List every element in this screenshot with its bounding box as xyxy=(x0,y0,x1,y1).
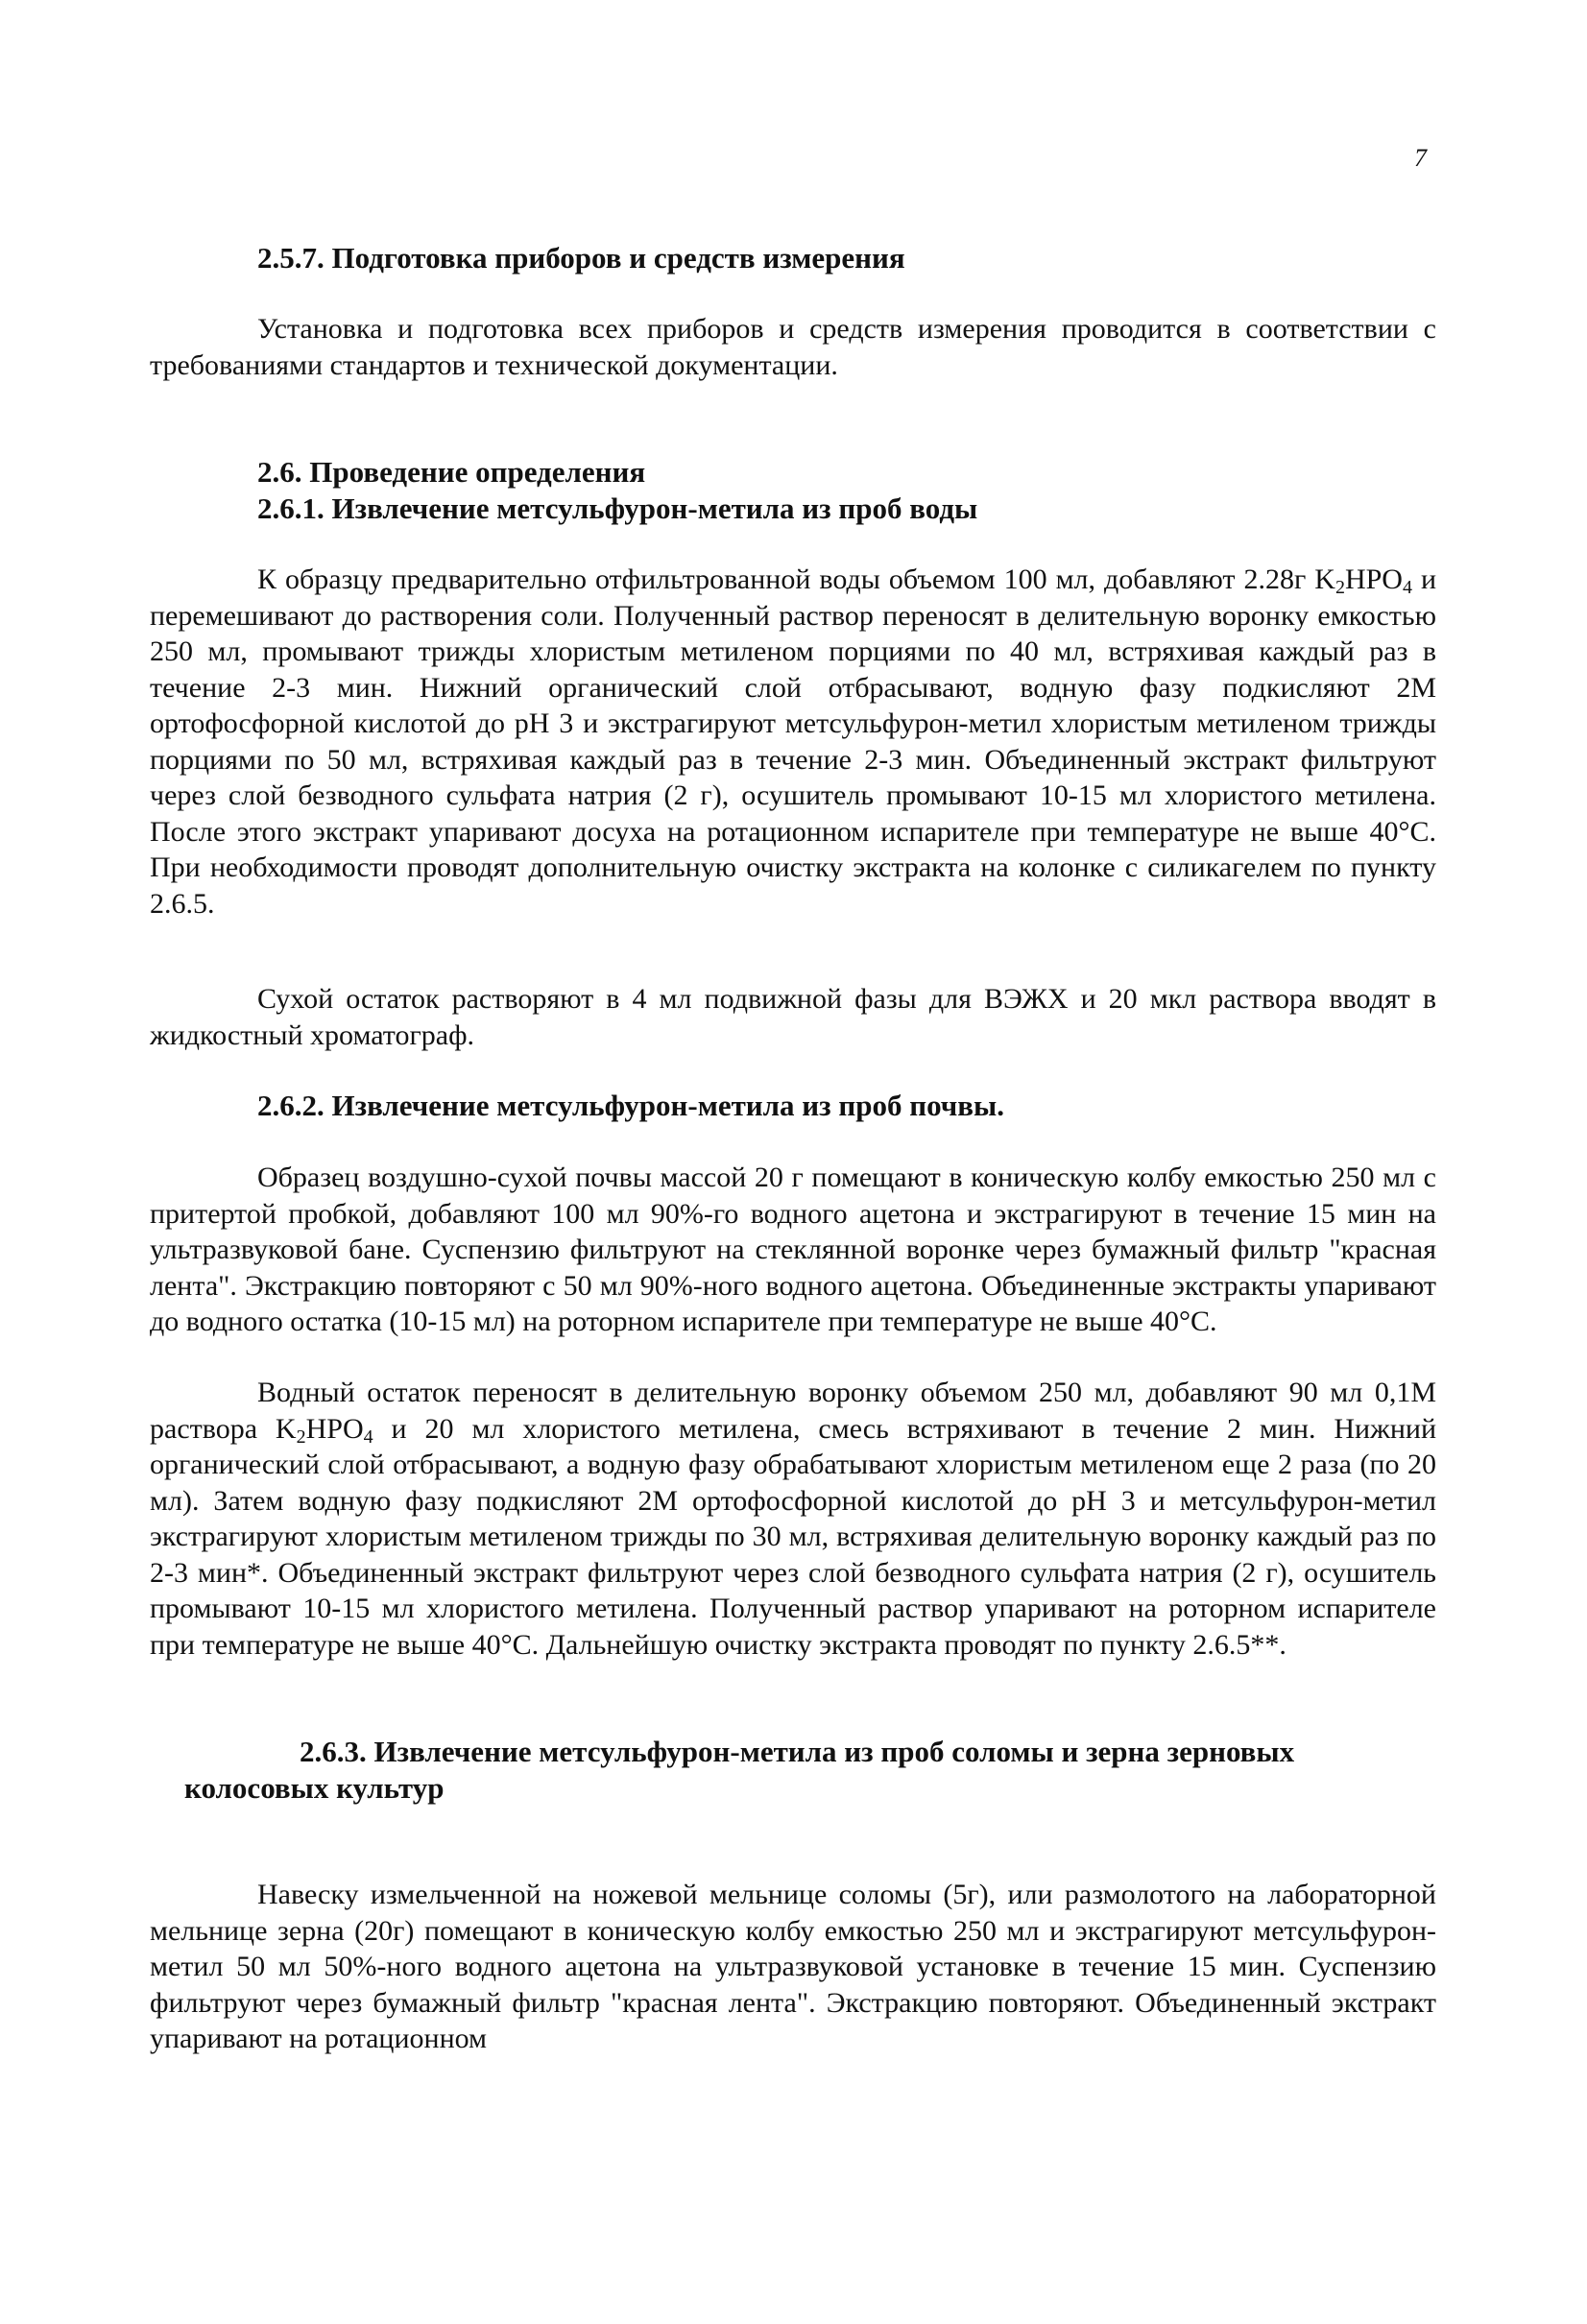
text-run: HPO xyxy=(1344,563,1403,595)
heading-2-6-3-line-2: колосовых культур xyxy=(184,1771,445,1805)
page-number: 7 xyxy=(1414,144,1427,172)
heading-2-6-1: 2.6.1. Извлечение метсульфурон-метила из проб воды xyxy=(257,491,978,525)
text-run: HPO xyxy=(305,1412,364,1445)
subscript: 4 xyxy=(363,1426,373,1448)
text-run: К образцу предварительно отфильтрованной воды объемом 100 мл, добавляют 2.28г K xyxy=(257,563,1335,595)
paragraph-2-6-2-a: Образец воздушно-сухой почвы массой 20 г помещают в коническую колбу емкостью 250 мл с притертой пробкой, добавляют 100 мл 90%-го водного ацетона и экстрагируют в течение 15 мин на ультразвуковой бане. Суспензию фильтруют на стеклянной воронке через бумажный фильтр "красная лента". Экстракцию повторяют с 50 мл 90%-ного водного ацетона. Объединенные экстракты упаривают до водного остатка (10-15 мл) на роторном испарителе при температуре не выше 40°С. xyxy=(150,1162,1436,1337)
heading-2-6-2: 2.6.2. Извлечение метсульфурон-метила из проб почвы. xyxy=(257,1089,1004,1122)
heading-2-6: 2.6. Проведение определения xyxy=(257,455,646,489)
subscript: 4 xyxy=(1402,577,1412,598)
text-run: и 20 мл хлористого метилена, смесь встряхивают в течение 2 мин. Нижний органический слой отбрасывают, а водную фазу обрабатывают хлористым метиленом еще 2 раза (по 20 мл). Затем водную фазу подкисляют 2М ортофосфорной кислотой до pH 3 и метсульфурон-метил экстрагируют хлористым метиленом трижды по 30 мл, встряхивая делительную воронку каждый раз по 2-3 мин*. Объединенный экстракт фильтруют через слой безводного сульфата натрия (2 г), осушитель промывают 10-15 мл хлористого метилена. Полученный раствор упаривают на роторном испарителе при температуре не выше 40°С. Дальнейшую очистку экстракта проводят по пункту 2.6.5**. xyxy=(150,1412,1437,1661)
paragraph-2-6-1-a xyxy=(150,562,1436,922)
paragraph-2-6-1-b: Сухой остаток растворяют в 4 мл подвижной фазы для ВЭЖХ и 20 мкл раствора вводят в жидкостный хроматограф. xyxy=(150,983,1436,1051)
subscript: 2 xyxy=(296,1426,306,1448)
paragraph-2-6-2-b xyxy=(150,1375,1436,1663)
text-run: Водный остаток переносят в делительную воронку объемом 250 мл, добавляют 90 мл 0,1М раствора K xyxy=(150,1377,1436,1445)
paragraph-2-6-3: Навеску измельченной на ножевой мельнице соломы (5г), или размолотого на лабораторной мельнице зерна (20г) помещают в коническую колбу емкостью 250 мл и экстрагируют метсульфурон-метил 50 мл 50%-ного водного ацетона на ультразвуковой установке в течение 15 мин. Суспензию фильтруют через бумажный фильтр "красная лента". Экстракцию повторяют. Объединенный экстракт упаривают на ротационном xyxy=(150,1879,1436,2054)
heading-2-5-7: 2.5.7. Подготовка приборов и средств измерения xyxy=(257,241,905,275)
heading-2-6-3: 2.6.3. Извлечение метсульфурон-метила из проб соломы и зерна зерновых xyxy=(300,1735,1295,1768)
subscript: 2 xyxy=(1335,577,1345,598)
paragraph-2-5-7: Установка и подготовка всех приборов и средств измерения проводится в соответствии с требованиями стандартов и технической документации. xyxy=(150,313,1436,381)
text-run: и перемешивают до растворения соли. Полученный раствор переносят в делительную воронку емкостью 250 мл, промывают трижды хлористым метиленом порциями по 40 мл, встряхивая каждый раз в течение 2-3 мин. Нижний органический слой отбрасывают, водную фазу подкисляют 2М ортофосфорной кислотой до pH 3 и экстрагируют метсульфурон-метил хлористым метиленом трижды порциями по 50 мл, встряхивая каждый раз в течение 2-3 мин. Объединенный экстракт фильтруют через слой безводного сульфата натрия (2 г), осушитель промывают 10-15 мл хлористого метилена. После этого экстракт упаривают досуха на ротационном испарителе при температуре не выше 40°С. При необходимости проводят дополнительную очистку экстракта на колонке с силикагелем по пункту 2.6.5. xyxy=(150,563,1437,920)
